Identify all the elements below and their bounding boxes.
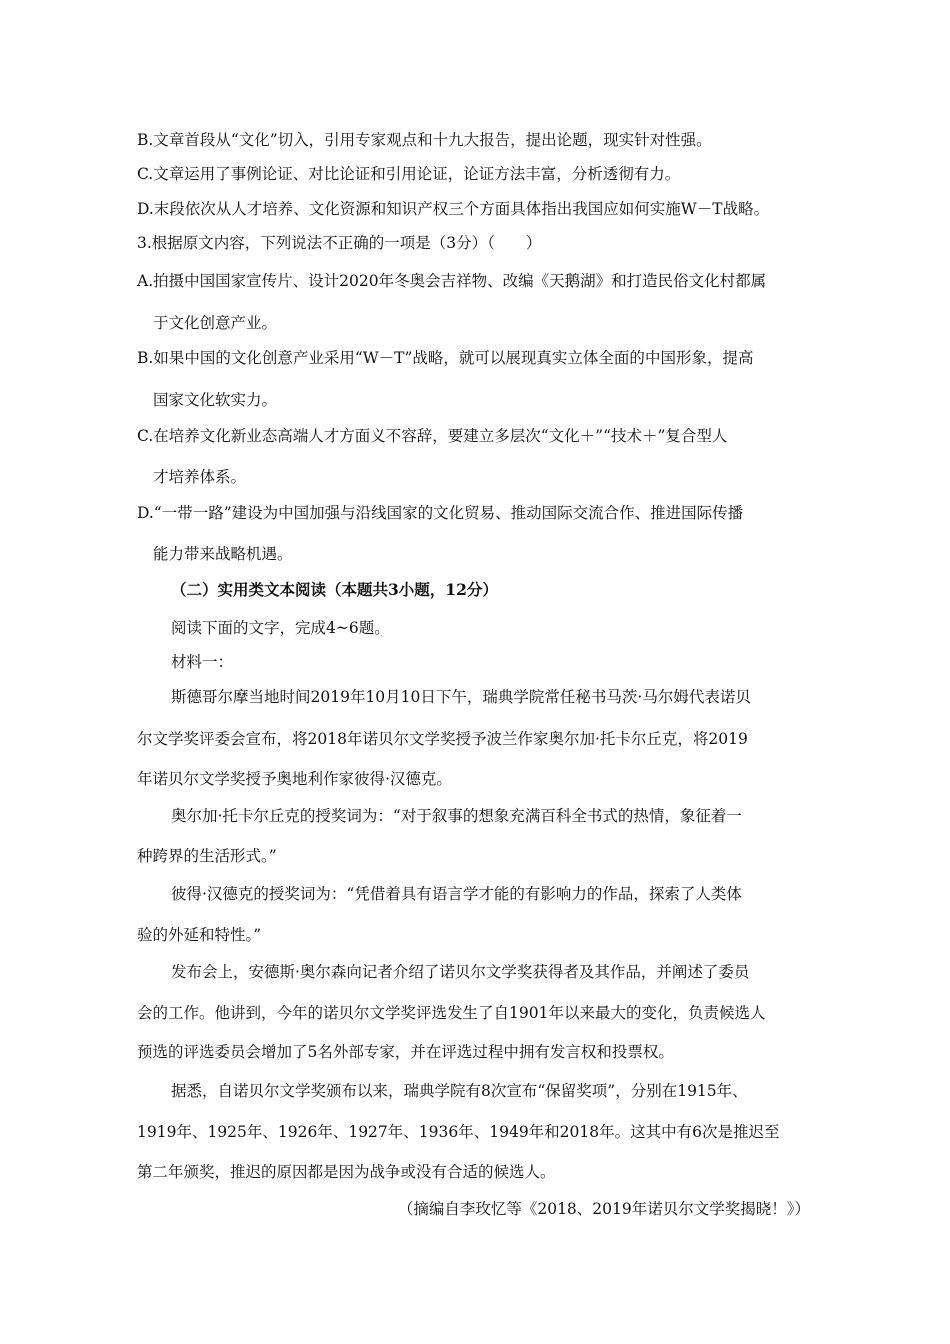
passage-p5-line1: 据悉，自诺贝尔文学奖颁布以来，瑞典学院有8次宣布“保留奖项”，分别在1915年、 xyxy=(171,1082,748,1100)
option-3a-line2: 于文化创意产业。 xyxy=(153,314,278,332)
passage-p2-line1: 奥尔加·托卡尔丘克的授奖词为：“对于叙事的想象充满百科全书式的热情，象征着一 xyxy=(171,807,742,825)
option-2c: C.文章运用了事例论证、对比论证和引用论证，论证方法丰富，分析透彻有力。 xyxy=(137,165,681,183)
option-3d-line2: 能力带来战略机遇。 xyxy=(153,545,293,563)
question-3-stem: 3.根据原文内容，下列说法不正确的一项是（3分）（ ） xyxy=(137,234,542,252)
passage-p5-line2: 1919年、1925年、1926年、1927年、1936年、1949年和2018年。这其中有6次是推迟至 xyxy=(137,1123,780,1141)
option-3c-line2: 才培养体系。 xyxy=(153,468,247,486)
option-2d: D.末段依次从人才培养、文化资源和知识产权三个方面具体指出我国应如何实施W－T战略。 xyxy=(137,200,770,218)
option-3b-line2: 国家文化软实力。 xyxy=(153,391,278,409)
passage-p4-line2: 会的工作。他讲到，今年的诺贝尔文学奖评选发生了自1901年以来最大的变化，负责候选人 xyxy=(137,1004,766,1022)
passage-p1-line1: 斯德哥尔摩当地时间2019年10月10日下午，瑞典学院常任秘书马茨·马尔姆代表诺贝 xyxy=(171,688,751,706)
passage-p4-line3: 预选的评选委员会增加了5名外部专家，并在评选过程中拥有发言权和投票权。 xyxy=(137,1043,674,1061)
passage-p3-line2: 验的外延和特性。” xyxy=(137,926,262,944)
passage-p1-line3: 年诺贝尔文学奖授予奥地利作家彼得·汉德克。 xyxy=(137,770,452,788)
passage-p1-line2: 尔文学奖评委会宣布，将2018年诺贝尔文学奖授予波兰作家奥尔加·托卡尔丘克，将2019 xyxy=(137,730,748,748)
option-3b-line1: B.如果中国的文化创意产业采用“W－T”战略，就可以展现真实立体全面的中国形象，提高 xyxy=(137,349,754,367)
passage-p4-line1: 发布会上，安德斯·奥尔森向记者介绍了诺贝尔文学奖获得者及其作品，并阐述了委员 xyxy=(171,963,750,981)
source-credit: （摘编自李玫忆等《2018、2019年诺贝尔文学奖揭晓！》） xyxy=(397,1200,810,1218)
passage-p5-line3: 第二年颁奖，推迟的原因都是因为战争或没有合适的候选人。 xyxy=(137,1163,556,1181)
passage-p3-line1: 彼得·汉德克的授奖词为：“凭借着具有语言学才能的有影响力的作品，探索了人类体 xyxy=(171,885,742,903)
option-3a-line1: A.拍摄中国国家宣传片、设计2020年冬奥会吉祥物、改编《天鹅湖》和打造民俗文化村都属 xyxy=(137,272,767,290)
passage-p2-line2: 种跨界的生活形式。” xyxy=(137,847,277,865)
material-label: 材料一： xyxy=(171,653,234,671)
option-3d-line1: D.“一带一路”建设为中国加强与沿线国家的文化贸易、推动国际交流合作、推进国际传播 xyxy=(137,504,744,522)
section-heading: （二）实用类文本阅读（本题共3小题，12分） xyxy=(171,580,498,599)
option-3c-line1: C.在培养文化新业态高端人才方面义不容辞，要建立多层次“文化＋”“技术＋”复合型人 xyxy=(137,427,728,445)
reading-instruction: 阅读下面的文字，完成4~6题。 xyxy=(171,619,390,637)
option-2b: B.文章首段从“文化”切入，引用专家观点和十九大报告，提出论题，现实针对性强。 xyxy=(137,131,712,149)
